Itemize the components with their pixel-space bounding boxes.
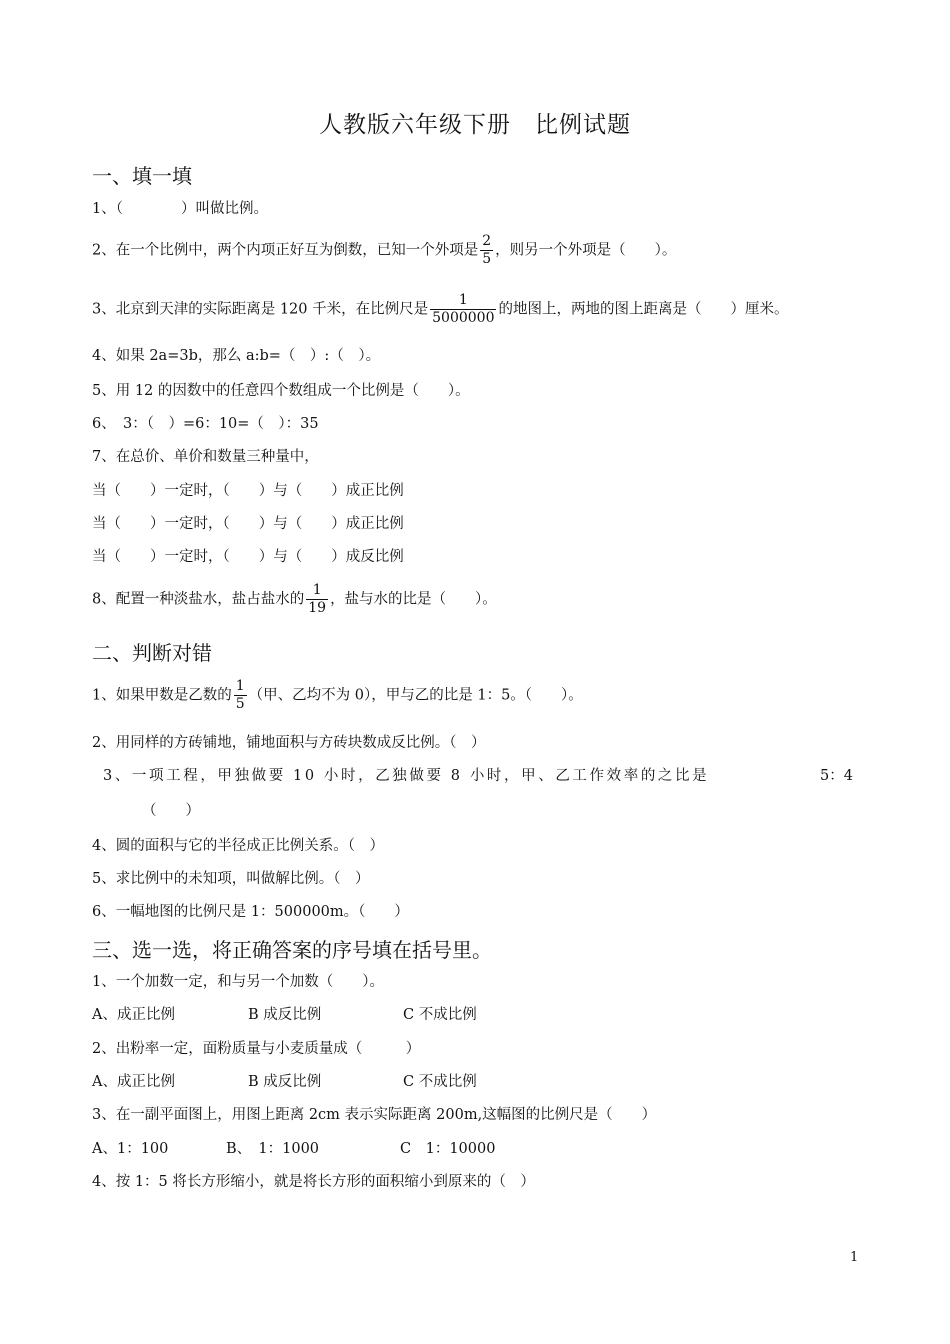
s3-q2-option-a: A、成正比例 (92, 1074, 175, 1090)
s3-question-1: 1、一个加数一定，和与另一个加数（ ）。 (92, 974, 384, 990)
s1-question-7b: 当（ ）一定时，（ ）与（ ）成正比例 (92, 516, 404, 532)
section-2-heading: 二、判断对错 (92, 641, 212, 665)
s3-q2-option-b: B 成反比例 (248, 1074, 322, 1090)
fraction-numerator: 1 (235, 678, 245, 694)
s1-question-8 (92, 582, 497, 617)
s3-q3-option-c: C 1：10000 (400, 1141, 496, 1157)
s3-q1-option-b: B 成反比例 (248, 1007, 322, 1023)
s1-q8-text-post: ，盐与水的比是（ ）。 (330, 591, 497, 608)
s3-q3-option-b: B、 1：1000 (226, 1141, 320, 1157)
fraction-denominator: 5000000 (432, 310, 495, 326)
s3-q1-option-a: A、成正比例 (92, 1007, 175, 1023)
section-1-heading: 一、填一填 (92, 164, 192, 188)
s1-question-1: 1、（ ）叫做比例。 (92, 201, 268, 217)
s2-question-4: 4、圆的面积与它的半径成正比例关系。（ ） (92, 838, 384, 854)
s1-q2-text-post: ，则另一个外项是（ ）。 (495, 242, 677, 259)
fraction-denominator: 5 (235, 696, 245, 712)
fraction-numerator: 1 (458, 292, 468, 308)
fraction-scale (430, 292, 496, 327)
s2-question-3-answer-paren: （ ） (142, 803, 200, 819)
s3-question-4: 4、按 1：5 将长方形缩小，就是将长方形的面积缩小到原来的（ ） (92, 1174, 535, 1190)
fraction-denominator: 19 (308, 600, 327, 616)
s3-q1-option-c: C 不成比例 (403, 1007, 477, 1023)
s2-question-2: 2、用同样的方砖铺地，铺地面积与方砖块数成反比例。（ ） (92, 735, 486, 751)
s2-question-3-ratio: 5：4 (820, 768, 853, 784)
page-number: 1 (850, 1250, 859, 1265)
s2-question-6: 6、一幅地图的比例尺是 1：500000m。（ ） (92, 904, 409, 920)
fraction-2-5 (480, 233, 493, 268)
s2-question-1 (92, 678, 583, 713)
s1-question-5: 5、用 12 的因数中的任意四个数组成一个比例是（ ）。 (92, 383, 470, 399)
page-title: 人教版六年级下册 比例试题 (319, 112, 631, 138)
s3-question-2: 2、出粉率一定，面粉质量与小麦质量成（ ） (92, 1041, 421, 1057)
s2-question-5: 5、求比例中的未知项，叫做解比例。（ ） (92, 871, 370, 887)
s1-q8-text-pre: 8、配置一种淡盐水，盐占盐水的 (92, 591, 305, 608)
fraction-1-19 (306, 582, 328, 617)
s3-q2-option-c: C 不成比例 (403, 1074, 477, 1090)
fraction-denominator: 5 (482, 251, 492, 267)
s1-q3-text-post: 的地图上，两地的图上距离是（ ）厘米。 (498, 301, 789, 318)
s1-question-7: 7、在总价、单价和数量三种量中， (92, 449, 319, 465)
s2-q1-text-post: （甲、乙均不为 0），甲与乙的比是 1：5。（ ）。 (248, 687, 583, 704)
fraction-1-5 (234, 678, 247, 713)
s3-q3-option-a: A、1：100 (92, 1141, 169, 1157)
section-3-heading: 三、选一选，将正确答案的序号填在括号里。 (92, 938, 492, 962)
s1-question-7a: 当（ ）一定时，（ ）与（ ）成正比例 (92, 483, 404, 499)
fraction-numerator: 1 (312, 582, 322, 598)
s1-q2-text-pre: 2、在一个比例中，两个内项正好互为倒数，已知一个外项是 (92, 242, 479, 259)
s1-question-4: 4、如果 2a=3b，那么 a:b=（ ）:（ ）。 (92, 348, 381, 364)
s1-q3-text-pre: 3、北京到天津的实际距离是 120 千米，在比例尺是 (92, 301, 429, 318)
s2-q1-text-pre: 1、如果甲数是乙数的 (92, 687, 232, 704)
s2-question-3: 3、一项工程，甲独做要 10 小时，乙独做要 8 小时，甲、乙工作效率的之比是 (103, 768, 710, 784)
s1-question-2 (92, 233, 676, 268)
s1-question-3 (92, 292, 788, 327)
s3-question-3: 3、在一副平面图上，用图上距离 2cm 表示实际距离 200m,这幅图的比例尺是（ ） (92, 1107, 657, 1123)
s1-question-6: 6、 3：（ ）=6：10=（ ）：35 (92, 416, 319, 432)
s1-question-7c: 当（ ）一定时，（ ）与（ ）成反比例 (92, 549, 404, 565)
fraction-numerator: 2 (482, 233, 492, 249)
